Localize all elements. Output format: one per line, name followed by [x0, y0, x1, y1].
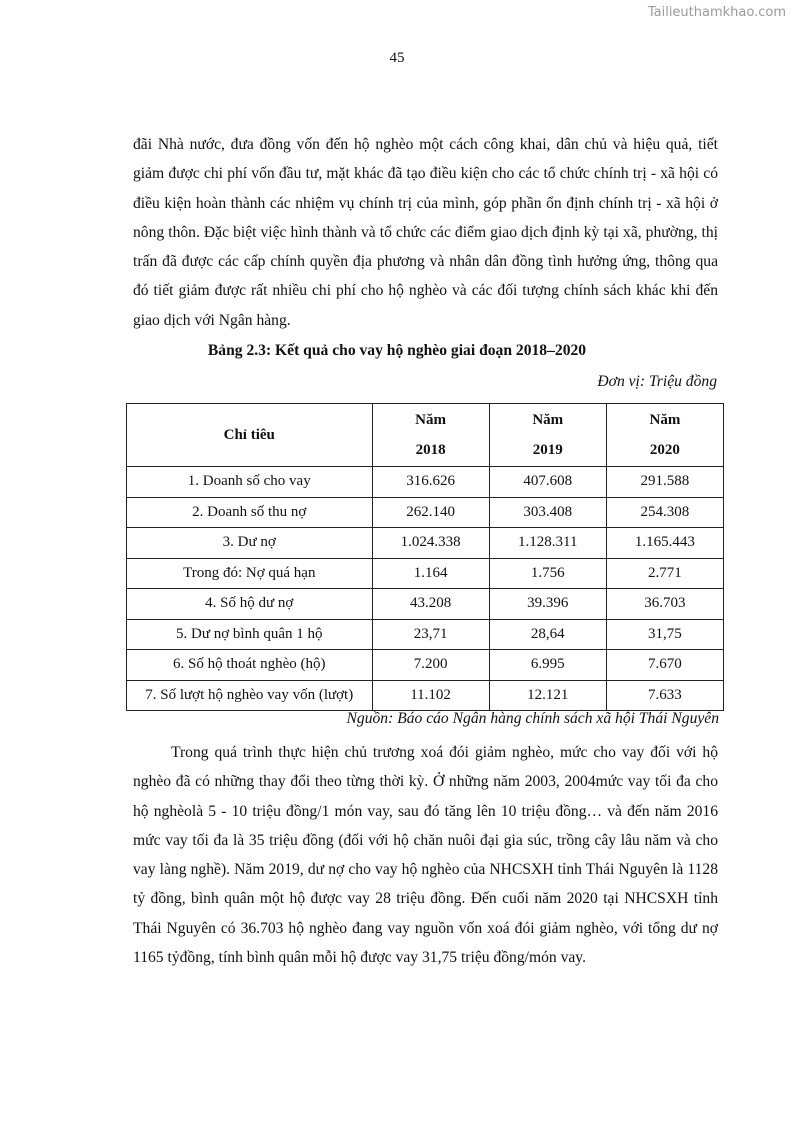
row-value-2018: 1.164	[372, 558, 489, 589]
table-source: Nguồn: Báo cáo Ngân hàng chính sách xã hội Thái Nguyên	[346, 710, 719, 727]
page-number: 45	[389, 50, 405, 66]
header-indicator: Chỉ tiêu	[127, 404, 373, 467]
header-year-value: 2018	[415, 442, 446, 458]
row-indicator: 1. Doanh số cho vay	[127, 467, 373, 498]
header-year-2019	[489, 404, 606, 467]
paragraph-intro: đãi Nhà nước, đưa đồng vốn đến hộ nghèo một cách công khai, dân chủ và hiệu quả, tiết giảm được chi phí vốn đầu tư, mặt khác đã tạo điều kiện cho các tổ chức chính trị - xã hội có điều kiện hoàn thành các nhiệm vụ chính trị của mình, góp phần ổn định chính trị - xã hội ở nông thôn. Đặc biệt việc hình thành và tổ chức các điểm giao dịch định kỳ tại xã, phường, thị trấn đã được các cấp chính quyền địa phương và nhân dân đồng tình hưởng ứng, thông qua đó tiết giảm được rất nhiều chi phí cho hộ nghèo và các đối tượng chính sách khác khi đến giao dịch với Ngân hàng.	[133, 136, 718, 329]
row-value-2018: 7.200	[372, 650, 489, 681]
row-value-2020: 2.771	[606, 558, 723, 589]
row-indicator: 6. Số hộ thoát nghèo (hộ)	[127, 650, 373, 681]
row-value-2019: 6.995	[489, 650, 606, 681]
row-value-2020: 36.703	[606, 589, 723, 620]
row-value-2020: 291.588	[606, 467, 723, 498]
row-value-2018: 316.626	[372, 467, 489, 498]
header-year-value: 2020	[649, 442, 680, 458]
table-header-row	[127, 404, 724, 467]
row-indicator: 5. Dư nợ bình quân 1 hộ	[127, 619, 373, 650]
row-indicator: 2. Doanh số thu nợ	[127, 497, 373, 528]
table-row	[127, 680, 724, 711]
row-value-2018: 1.024.338	[372, 528, 489, 559]
row-value-2019: 407.608	[489, 467, 606, 498]
row-value-2019: 1.128.311	[489, 528, 606, 559]
row-value-2020: 7.670	[606, 650, 723, 681]
table-row	[127, 558, 724, 589]
row-indicator: 7. Số lượt hộ nghèo vay vốn (lượt)	[127, 680, 373, 711]
row-value-2020: 254.308	[606, 497, 723, 528]
row-value-2018: 23,71	[372, 619, 489, 650]
row-indicator: 3. Dư nợ	[127, 528, 373, 559]
row-value-2018: 43.208	[372, 589, 489, 620]
header-year-label: Năm	[649, 412, 681, 428]
table-row	[127, 650, 724, 681]
header-year-label: Năm	[415, 412, 446, 428]
table-row	[127, 589, 724, 620]
header-year-2020	[606, 404, 723, 467]
row-value-2020: 7.633	[606, 680, 723, 711]
row-value-2020: 31,75	[606, 619, 723, 650]
table-caption: Bảng 2.3: Kết quả cho vay hộ nghèo giai đoạn 2018–2020	[207, 342, 587, 359]
loan-results-table	[126, 403, 724, 711]
header-year-2018	[372, 404, 489, 467]
row-value-2020: 1.165.443	[606, 528, 723, 559]
row-value-2019: 303.408	[489, 497, 606, 528]
header-year-label: Năm	[532, 412, 564, 428]
row-value-2019: 1.756	[489, 558, 606, 589]
row-value-2019: 39.396	[489, 589, 606, 620]
row-value-2019: 12.121	[489, 680, 606, 711]
table-row	[127, 497, 724, 528]
table-row	[127, 528, 724, 559]
table-unit: Đơn vị: Triệu đồng	[597, 373, 717, 390]
table-row	[127, 619, 724, 650]
row-indicator: 4. Số hộ dư nợ	[127, 589, 373, 620]
header-year-value: 2019	[532, 442, 563, 458]
row-value-2018: 262.140	[372, 497, 489, 528]
row-indicator: Trong đó: Nợ quá hạn	[127, 558, 373, 589]
row-value-2018: 11.102	[372, 680, 489, 711]
table-row	[127, 467, 724, 498]
watermark: Tailieuthamkhao.com	[647, 5, 786, 20]
paragraph-lending-levels: Trong quá trình thực hiện chủ trương xoá đói giảm nghèo, mức cho vay đối với hộ nghèo đã có những thay đổi theo từng thời kỳ. Ở những năm 2003, 2004mức vay tối đa cho hộ nghèolà 5 - 10 triệu đồng/1 món vay, sau đó tăng lên 10 triệu đồng… và đến năm 2016 mức vay tối đa là 35 triệu đồng (đối với hộ chăn nuôi đại gia súc, trồng cây lâu năm và cho vay làng nghề). Năm 2019, dư nợ cho vay hộ nghèo của NHCSXH tỉnh Thái Nguyên là 1128 tỷ đồng, bình quân một hộ được vay 28 triệu đồng. Đến cuối năm 2020 tại NHCSXH tỉnh Thái Nguyên có 36.703 hộ nghèo đang vay nguồn vốn xoá đói giảm nghèo, với tổng dư nợ 1165 tỷđồng, tính bình quân mỗi hộ được vay 31,75 triệu đồng/món vay.	[133, 744, 718, 967]
row-value-2019: 28,64	[489, 619, 606, 650]
